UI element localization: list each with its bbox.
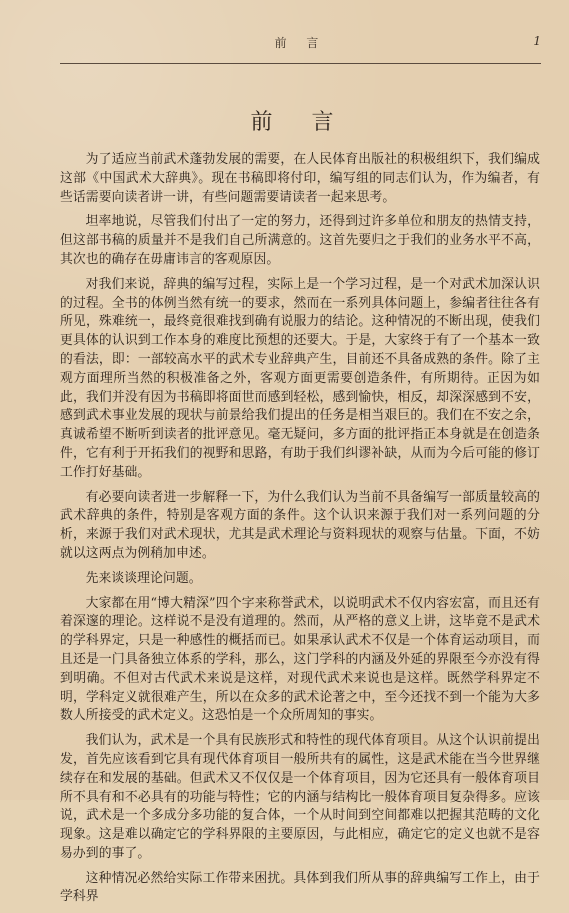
running-header (60, 34, 541, 54)
paragraph-6: 大家都在用“博大精深”四个字来称誉武术，以说明武术不仅内容宏富，而且还有着深邃的理论。这样说不是没有道理的。然而，从严格的意义上讲，这毕竟不是武术的学科界定，只是一种感性的概括而已。如果承认武术不仅是一个体育运动项目，而且还是一门具备独立体系的学科，那么，这门学科的内涵及外延的界限至今亦没有得到明确。不但对古代武术来说是这样，对现代武术来说也是这样。既然学科界定不明，学科定义就很难产生，所以在众多的武术论著之中，至今还找不到一个能为大多数人所接受的武术定义。这恐怕是一个众所周知的事实。 (60, 595, 540, 724)
paragraph-7: 我们认为，武术是一个具有民族形式和特性的现代体育项目。从这个认识前提出发，首先应该看到它具有现代体育项目一般所共有的属性，这是武术能在当今世界继续存在和发展的基础。但武术又不仅仅是一个体育项目，因为它还具有一般体育项目所不具有和不必具有的功能与特性；它的内涵与结构比一般体育项目复杂得多。应该说，武术是一个多成分多功能的复合体，一个从时间到空间都难以把握其范畴的文化现象。这是难以确定它的学科界限的主要原因，与此相应，确定它的定义也就不是容易办到的事了。 (60, 733, 540, 861)
document-content (60, 105, 540, 913)
paragraph-5: 先来谈谈理论问题。 (85, 570, 202, 586)
paragraph-4: 有必要向读者进一步解释一下，为什么我们认为当前不具备编写一部质量较高的武术辞典的条件，特别是客观方面的条件。这个认识来源于我们对一系列问题的分析，来源于我们对武术现状，尤其是武术理论与资料现状的观察与估量。下面，不妨就以这两点为例稍加申述。 (60, 489, 540, 561)
paragraph-1: 为了适应当前武术蓬勃发展的需要，在人民体育出版社的积极组织下，我们编成这部《中国武术大辞典》。现在书稿即将付印，编写组的同志们认为，作为编者，有些话需要向读者讲一讲，有些问题需要请读者一起来思考。 (60, 152, 540, 205)
header-divider (60, 63, 541, 64)
paragraph-3: 对我们来说，辞典的编写过程，实际上是一个学习过程，是一个对武术加深认识的过程。全书的体例当然有统一的要求，然而在一系列具体问题上，参编者往往各有所见，殊难统一，最终竟很难找到确有说服力的结论。这种情况的不断出现，使我们更具体的认识到工作本身的难度比预想的还要大。于是，大家终于有了一个基本一致的看法，即：一部较高水平的武术专业辞典产生，目前还不具备成熟的条件。除了主观方面理所当然的积极准备之外，客观方面更需要创造条件，有所期待。正因为如此，我们并没有因为书稿即将面世而感到轻松，感到愉快，相反，却深深感到不安，感到武术事业发展的现状与前景给我们提出的任务是相当艰巨的。我们在不安之余，真诚希望不断听到读者的批评意见。毫无疑问，多方面的批评指正本身就是在创造条件，它有利于开拓我们的视野和思路，有助于我们纠谬补缺，从而为今后可能的修订工作打好基础。 (60, 276, 540, 480)
page-number: 1 (533, 34, 541, 48)
paragraph-8: 这种情况必然给实际工作带来困扰。具体到我们所从事的辞典编写工作上，由于学科界 (60, 870, 540, 905)
document-title: 前 言 (250, 110, 350, 135)
header-title: 前 言 (274, 36, 327, 50)
paragraph-2: 坦率地说，尽管我们付出了一定的努力，还得到过许多单位和朋友的热情支持，但这部书稿的质量并不是我们自己所满意的。这首先要归之于我们的业务水平不高，其次也的确存在毋庸讳言的客观原因。 (60, 214, 540, 267)
